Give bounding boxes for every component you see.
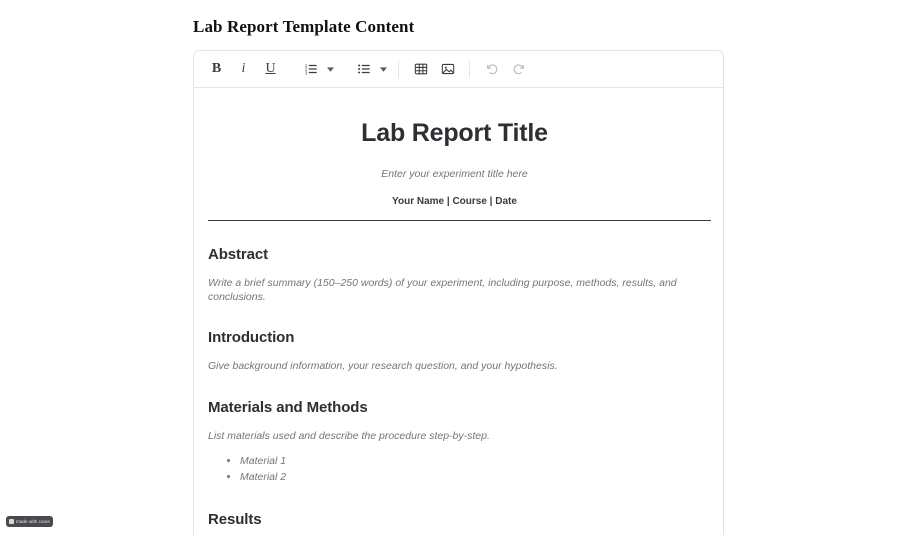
table-button[interactable]: [408, 57, 433, 82]
ordered-list-button[interactable]: [298, 57, 323, 82]
editor-toolbar: [194, 51, 723, 88]
image-button[interactable]: [435, 57, 460, 82]
document-canvas[interactable]: [194, 88, 723, 535]
bullet-list-dropdown-caret[interactable]: [378, 57, 389, 82]
underline-button[interactable]: U: [258, 57, 283, 82]
svg-text:1: 1: [304, 62, 307, 68]
redo-button[interactable]: [506, 57, 531, 82]
section-heading-results[interactable]: Results: [208, 511, 262, 529]
status-badge[interactable]: [6, 516, 53, 527]
list-item[interactable]: • Material 1: [240, 453, 701, 470]
svg-text:3: 3: [304, 70, 307, 76]
undo-icon: [485, 62, 499, 76]
italic-button[interactable]: i: [231, 57, 256, 82]
section-body-materials-and-methods[interactable]: List materials used and describe the procedure step-by-step.: [208, 429, 490, 442]
section-heading-introduction[interactable]: Introduction: [208, 329, 295, 347]
badge-label: made with caine: [16, 519, 51, 524]
rich-text-editor: [193, 50, 724, 535]
bullet-list-button[interactable]: [351, 57, 376, 82]
toolbar-divider-1: [398, 61, 399, 78]
materials-list: [208, 453, 701, 487]
undo-button[interactable]: [479, 57, 504, 82]
page-title: Lab Report Template Content: [193, 17, 415, 36]
ordered-list-icon: [304, 62, 318, 76]
section-heading-abstract[interactable]: Abstract: [208, 246, 269, 263]
document-title[interactable]: Lab Report Title: [361, 119, 548, 147]
image-icon: [441, 62, 455, 76]
list-item[interactable]: • Material 2: [240, 469, 701, 486]
bullet-list-icon: [357, 62, 371, 76]
redo-icon: [512, 62, 526, 76]
badge-logo-icon: [9, 519, 14, 524]
svg-text:2: 2: [304, 66, 307, 72]
section-body-abstract[interactable]: Write a brief summary (150–250 words) of your experiment, including purpose, methods, results, and conclusions.: [208, 277, 677, 304]
toolbar-divider-2: [469, 61, 470, 78]
section-body-introduction[interactable]: Give background information, your research question, and your hypothesis.: [208, 360, 558, 373]
header-divider: [208, 220, 711, 221]
document-byline[interactable]: Your Name | Course | Date: [392, 196, 517, 207]
table-icon: [414, 62, 428, 76]
document-subtitle[interactable]: Enter your experiment title here: [381, 168, 528, 180]
section-heading-materials-and-methods[interactable]: Materials and Methods: [208, 398, 368, 416]
bold-button[interactable]: B: [204, 57, 229, 82]
ordered-list-dropdown-caret[interactable]: [325, 57, 336, 82]
